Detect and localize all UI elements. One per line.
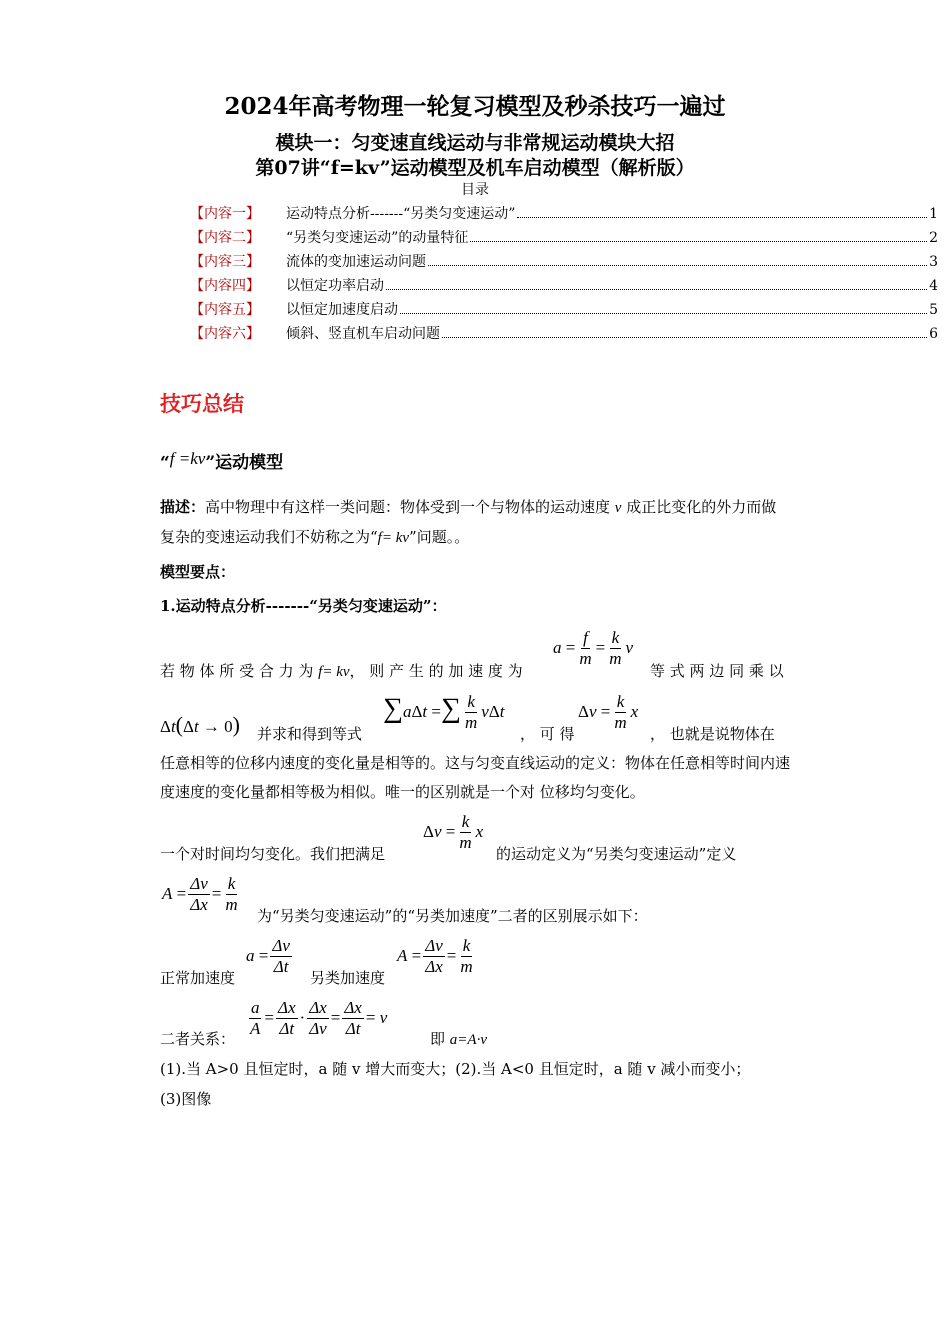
normal-acceleration-label: 正常加速度 [160, 969, 236, 987]
relation-tail [430, 1025, 630, 1055]
document-title: 2024年高考物理一轮复习模型及秒杀技巧一遍过 [224, 93, 726, 120]
toc-item-label: 【内容六】 [190, 326, 260, 342]
skill-summary-heading: 技巧总结 [160, 392, 244, 416]
para2-text-c: ， 也就是说物体在 [650, 725, 775, 743]
model-heading-title: ”运动模型 [205, 453, 284, 473]
toc-item-text: 倾斜、竖直机车启动问题 [286, 326, 440, 342]
case-description: (1).当 A>0 且恒定时，a 随 v 增大而变大；(2).当 A<0 且恒定时，a 随 v 减小而变小； [160, 1060, 751, 1078]
para2-text-d: 任意相等的位移内速度的变化量是相等的。这与匀变直线运动的定义：物体在任意相等时间内速度速度的变化量都相等极为相似。唯一的区别就是一个对 位移均匀变化。 [160, 754, 791, 801]
formula-a-eq-Av: a=A·v [449, 1032, 487, 1048]
toc-item-text: 以恒定功率启动 [286, 278, 384, 294]
description-paragraph [160, 493, 790, 553]
toc-item-page: 6 [929, 326, 938, 342]
toc-heading: 目录 [461, 182, 489, 198]
toc-item-text: 以恒定加速度启动 [286, 302, 398, 318]
formula-relation: $\frac{a}{A}$ = $\frac{\Delta x}{\Delta t}$ · $\frac{\Delta x}{\Delta v}$ = $\frac{\Delta x}{\Delta t}$ = v [250, 998, 388, 1038]
toc-item[interactable] [190, 251, 938, 275]
formula-delta-v-2: Δv = $\frac{k}{m}$ x [423, 812, 484, 852]
relation-label: 二者关系： [160, 1030, 236, 1048]
toc-item-page: 4 [929, 278, 938, 294]
toc-item-text: 运动特点分析-------“另类匀变速运动” [286, 206, 516, 222]
formula-fkv: f= kv [377, 530, 410, 546]
para1-text-c: 等 式 两 边 同 乘 以 [650, 662, 784, 680]
toc-leader-dots [386, 289, 927, 290]
toc-item[interactable] [190, 299, 938, 323]
toc-item[interactable] [190, 275, 938, 299]
para-text: ， 则 产 生 的 加 速 度 为 [349, 662, 523, 680]
model-points-label: 模型要点： [160, 563, 236, 581]
toc-item-text: 流体的变加速运动问题 [286, 254, 426, 270]
lecture-title: 第07讲“f=kv”运动模型及机车启动模型（解析版） [255, 157, 695, 179]
formula-fkv: f= kv [318, 664, 350, 680]
toc-leader-dots [470, 241, 927, 242]
toc-item-label: 【内容一】 [190, 206, 260, 222]
formula-other-acc: A = $\frac{\Delta v}{\Delta x}$ = $\frac{k}{m}$ [397, 936, 473, 976]
toc-item-label: 【内容三】 [190, 254, 260, 270]
formula-normal-acc: a = $\frac{\Delta v}{\Delta t}$ [246, 936, 290, 976]
toc-item[interactable] [190, 227, 938, 251]
toc-leader-dots [428, 265, 927, 266]
toc-leader-dots [517, 217, 927, 218]
formula-A-def: A = $\frac{\Delta v}{\Delta x}$ = $\frac{k}{m}$ [162, 874, 238, 914]
description-label: 描述： [160, 498, 206, 516]
model-heading-open-quote: “ [160, 453, 170, 473]
toc-item-page: 1 [929, 206, 938, 222]
image-heading: (3)图像 [160, 1090, 212, 1108]
other-acceleration-label: 另类加速度 [310, 969, 386, 987]
formula-acceleration: a = $\frac{f}{m}$ = $\frac{k}{m}$ v [553, 628, 634, 668]
module-subtitle: 模块一：匀变速直线运动与非常规运动模块大招 [275, 132, 675, 154]
table-of-contents [190, 203, 938, 347]
toc-leader-dots [442, 337, 927, 338]
toc-item-label: 【内容五】 [190, 302, 260, 318]
point1-heading: 1.运动特点分析-------“另类匀变速运动”： [160, 597, 447, 615]
formula-delta-v: Δv = $\frac{k}{m}$ x [578, 692, 639, 732]
para3-text-b: 的运动定义为“另类匀变速运动”定义 [496, 845, 737, 863]
formula-sum: ∑aΔt =∑ $\frac{k}{m}$ vΔt [383, 692, 505, 732]
formula-delta-t: Δt(Δt → 0) [160, 712, 240, 737]
description-text: ”问题。。 [409, 528, 470, 546]
toc-item[interactable] [190, 203, 938, 227]
para3-text-a: 一个对时间均匀变化。我们把满足 [160, 845, 386, 863]
toc-item-label: 【内容二】 [190, 230, 260, 246]
toc-item-page: 3 [929, 254, 938, 270]
toc-leader-dots [400, 313, 927, 314]
description-text: 成正比变化的外力而做复杂的变速运动我们不妨称之为“ [160, 498, 777, 546]
para2-text-b: ， 可 得 [520, 725, 575, 743]
para2-text-a: 并求和得到等式 [257, 725, 363, 743]
para-text: 若 物 体 所 受 合 力 为 [160, 662, 319, 680]
para4-text: 为“另类匀变速运动”的“另类加速度”二者的区别展示如下： [257, 907, 648, 925]
var-v: v [614, 500, 622, 516]
toc-item-page: 2 [929, 230, 938, 246]
model-heading [160, 448, 283, 473]
toc-item-text: “另类匀变速运动”的动量特征 [286, 230, 469, 246]
relation-tail-prefix: 即 [430, 1030, 450, 1048]
model-heading-formula: f =kv [169, 449, 206, 468]
toc-item-page: 5 [929, 302, 938, 318]
toc-item[interactable] [190, 323, 938, 347]
description-text: 高中物理中有这样一类问题：物体受到一个与物体的运动速度 [205, 498, 615, 516]
toc-item-label: 【内容四】 [190, 278, 260, 294]
